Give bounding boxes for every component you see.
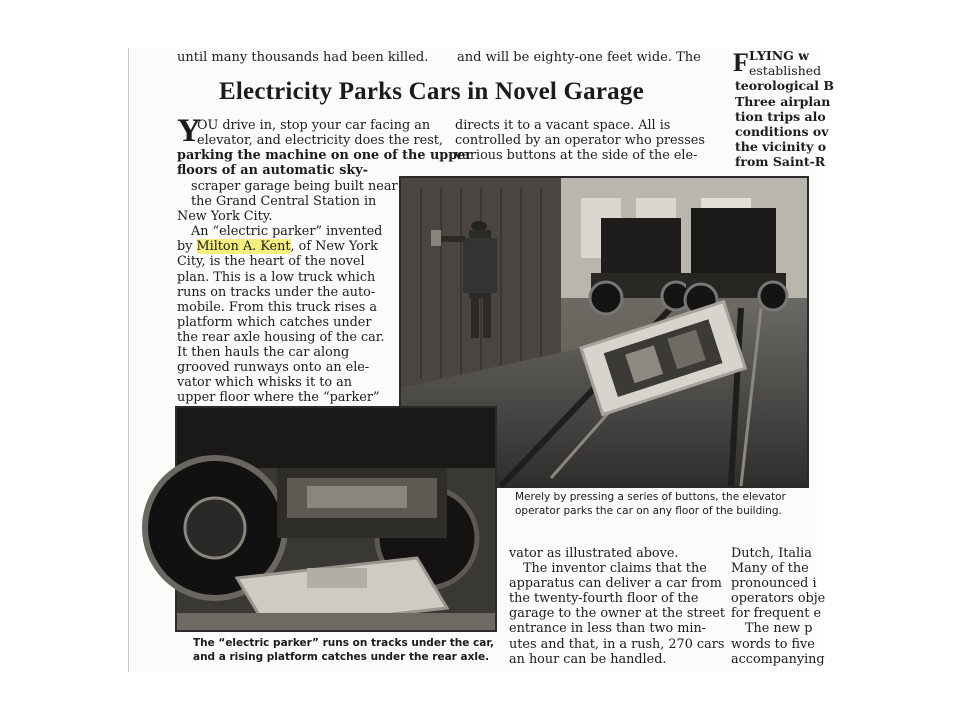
body-line: the Grand Central Station in	[191, 194, 377, 210]
left-column-text	[177, 179, 398, 405]
body-line: The new p	[745, 621, 813, 637]
intro-line: parking the machine on one of the upper	[177, 148, 473, 163]
body-line: scraper garage being built near	[191, 179, 398, 194]
body-line: various buttons at the side of the ele-	[455, 148, 698, 164]
right-dropcap: F	[733, 48, 749, 77]
right-col-line: LYING w	[749, 48, 809, 63]
body-line: New York City.	[177, 209, 273, 225]
body-line: The inventor claims that the	[523, 561, 707, 577]
body-line: An “electric parker” invented	[191, 224, 383, 240]
body-line: apparatus can deliver a car from	[509, 576, 722, 592]
body-span: by	[177, 239, 197, 255]
electric-parker-photo	[175, 406, 497, 632]
article-headline: Electricity Parks Cars in Novel Garage	[219, 78, 644, 105]
body-line: upper floor where the “parker”	[177, 390, 380, 406]
right-col-line: established	[749, 63, 822, 79]
magazine-page-scan	[128, 48, 834, 672]
right-col-line: from Saint-R	[735, 154, 826, 170]
intro-text	[197, 118, 443, 148]
right-col-line: tion trips alo	[735, 108, 826, 124]
caption-line: The “electric parker” runs on tracks under the car,	[193, 637, 494, 649]
body-line: accompanying	[731, 651, 825, 667]
body-span: , of New York	[290, 239, 378, 255]
body-line: It then hauls the car along	[177, 345, 350, 361]
top-line-left: until many thousands had been killed.	[177, 50, 429, 65]
body-line: garage to the owner at the street	[509, 606, 725, 622]
body-line: runs on tracks under the auto-	[177, 284, 376, 300]
caption-line: Merely by pressing a series of buttons, the elevator	[515, 491, 786, 503]
right-col-line: teorological B	[735, 78, 834, 94]
body-line: the rear axle housing of the car.	[177, 329, 385, 345]
bottom-middle-column	[509, 546, 725, 667]
body-line: directs it to a vacant space. All is	[455, 118, 671, 133]
caption-line: and a rising platform catches under the rear axle.	[193, 651, 490, 663]
body-line: words to five	[731, 636, 815, 652]
body-line: mobile. From this truck rises a	[177, 299, 378, 315]
body-line: City, is the heart of the novel	[177, 254, 365, 270]
intro-line: elevator, and electricity does the rest,	[197, 133, 443, 149]
right-col-line: the vicinity o	[735, 139, 827, 155]
body-line: controlled by an operator who presses	[455, 133, 705, 149]
body-line: pronounced i	[731, 576, 817, 592]
intro-line: floors of an automatic sky-	[177, 163, 369, 179]
right-col-line: Three airplan	[735, 93, 831, 109]
body-line: Dutch, Italia	[731, 546, 812, 561]
body-line: an hour can be handled.	[509, 651, 667, 667]
parker-photo-svg	[177, 408, 495, 630]
middle-column-top	[455, 118, 705, 163]
photo-caption-left	[193, 636, 494, 664]
body-line: platform which catches under	[177, 314, 372, 330]
body-line: utes and that, in a rush, 270 cars	[509, 636, 725, 652]
body-line: vator as illustrated above.	[509, 546, 679, 561]
bottom-right-column	[731, 546, 826, 667]
right-col-line: conditions ov	[735, 124, 829, 140]
highlighted-name: Milton A. Kent	[196, 239, 291, 255]
body-line	[177, 239, 398, 254]
photo-caption-right	[515, 490, 786, 518]
intro-bold	[177, 148, 472, 178]
body-line: the twenty-fourth floor of the	[509, 591, 699, 607]
body-line: Many of the	[731, 561, 809, 577]
body-line: for frequent e	[731, 606, 822, 622]
body-line: operators obje	[731, 591, 826, 607]
top-line-middle: and will be eighty-one feet wide. The	[457, 50, 701, 65]
dropcap: Y	[177, 113, 201, 149]
intro-line: OU drive in, stop your car facing an	[197, 118, 431, 133]
body-line: grooved runways onto an ele-	[177, 360, 370, 376]
caption-line: operator parks the car on any floor of the building.	[515, 505, 782, 517]
body-line: entrance in less than two min-	[509, 621, 707, 637]
body-line: vator which whisks it to an	[177, 375, 352, 391]
body-line: plan. This is a low truck which	[177, 269, 376, 285]
